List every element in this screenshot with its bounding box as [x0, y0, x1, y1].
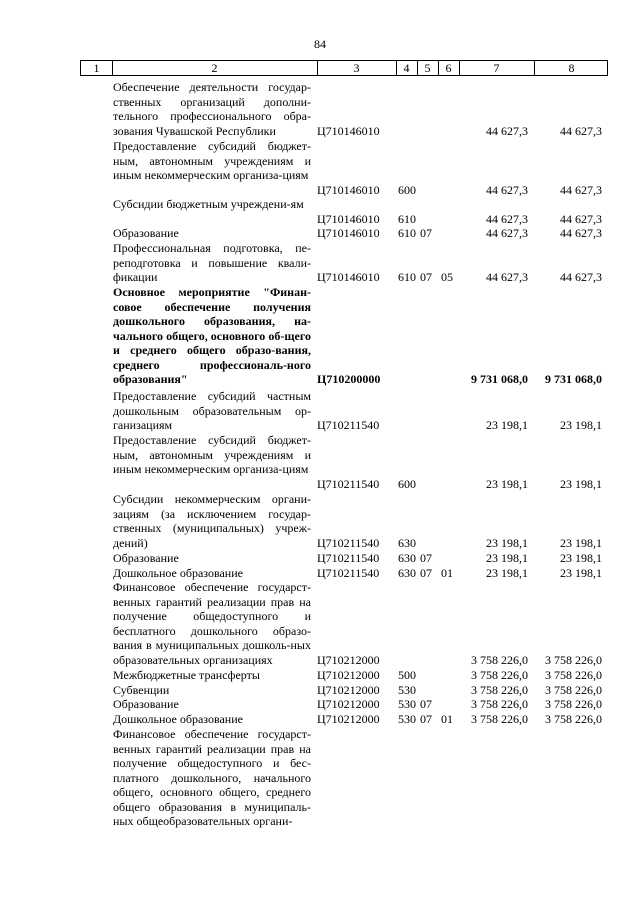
- row-name: Финансовое обеспечение государст-венных гарантий реализации прав на получение общедоступного и бесплатного дошкольного образо-вания в муниципальных дошколь-ных образовательных организациях: [113, 580, 311, 667]
- row-v7: 23 198,1: [486, 566, 528, 580]
- row-v8: 23 198,1: [560, 476, 602, 491]
- row-code: Ц710211540: [317, 551, 380, 565]
- row-v7: 3 758 226,0: [471, 712, 528, 726]
- table-row: [0, 433, 640, 491]
- row-v8: 44 627,3: [560, 182, 602, 197]
- row-v7: 23 198,1: [486, 418, 528, 432]
- row-code: Ц710146010: [317, 226, 380, 240]
- table-header: [80, 60, 608, 76]
- row-name: Предоставление субсидий бюджет-ным, автономным учреждениям и иным некоммерческим организа-циям: [113, 139, 311, 182]
- table-row: [0, 197, 640, 226]
- row-vr: 530: [398, 712, 416, 726]
- row-v7: 3 758 226,0: [471, 683, 528, 697]
- row-pr: 05: [441, 270, 453, 284]
- row-name: Финансовое обеспечение государст-венных гарантий реализации прав на получение общедоступного и бес-платного дошкольного, начального общего, основного общего, среднего общего образования в муниципаль-ных общеобразовательных органи-: [113, 727, 311, 828]
- row-vr: 630: [398, 551, 416, 565]
- row-v7: 23 198,1: [486, 535, 528, 550]
- table-row: [0, 580, 640, 667]
- row-name: Образование: [113, 697, 179, 711]
- table-row: [0, 241, 640, 285]
- row-name: Дошкольное образование: [113, 566, 243, 580]
- row-v7: 44 627,3: [486, 211, 528, 226]
- table-row: [0, 683, 640, 698]
- row-code: Ц710200000: [317, 372, 381, 386]
- row-name: Предоставление субсидий частным дошкольным образовательным ор-ганизациям: [113, 389, 311, 432]
- row-v8: 44 627,3: [560, 123, 602, 138]
- row-vr: 630: [398, 535, 416, 550]
- table-row: [0, 389, 640, 433]
- table-row: [0, 566, 640, 581]
- row-vr: 530: [398, 683, 416, 697]
- row-rz: 07: [420, 566, 432, 580]
- row-v8: 3 758 226,0: [545, 697, 602, 711]
- row-code: Ц710146010: [317, 270, 380, 284]
- row-vr: 610: [398, 211, 416, 226]
- row-v7: 44 627,3: [486, 226, 528, 240]
- row-rz: 07: [420, 712, 432, 726]
- row-name: Межбюджетные трансферты: [113, 668, 260, 682]
- row-code: Ц710212000: [317, 697, 380, 711]
- row-v8: 9 731 068,0: [545, 372, 602, 386]
- row-code: Ц710212000: [317, 668, 380, 682]
- row-v7: 44 627,3: [486, 270, 528, 284]
- row-v8: 3 758 226,0: [545, 668, 602, 682]
- row-vr: 610: [398, 226, 416, 240]
- row-code: Ц710212000: [317, 712, 380, 726]
- row-v8: 44 627,3: [560, 270, 602, 284]
- row-name: Основное мероприятие "Финан-совое обеспечение получения дошкольного образования, на-чального общего, основного об-щего и среднего общего образо-вания, среднего профессиональ-ного образования": [113, 285, 311, 386]
- row-code: Ц710211540: [317, 566, 380, 580]
- row-name: Образование: [113, 551, 179, 565]
- row-vr: 600: [398, 476, 416, 491]
- header-col-2: 2: [211, 61, 218, 75]
- row-v7: 44 627,3: [486, 123, 528, 138]
- row-v8: 23 198,1: [560, 535, 602, 550]
- row-v8: 3 758 226,0: [545, 683, 602, 697]
- row-v8: 44 627,3: [560, 211, 602, 226]
- table-row: [0, 226, 640, 241]
- row-v8: 44 627,3: [560, 226, 602, 240]
- row-code: Ц710212000: [317, 652, 380, 667]
- row-v8: 3 758 226,0: [545, 712, 602, 726]
- row-v7: 23 198,1: [486, 476, 528, 491]
- row-vr: 530: [398, 697, 416, 711]
- row-pr: 01: [441, 712, 453, 726]
- row-code: Ц710146010: [317, 182, 380, 197]
- row-code: Ц710146010: [317, 123, 380, 138]
- row-v7: 3 758 226,0: [471, 668, 528, 682]
- row-name: Обеспечение деятельности государ-ственных организаций дополни-тельного профессионального обра-зования Чувашской Республики: [113, 80, 311, 138]
- row-code: Ц710211540: [317, 476, 380, 491]
- header-col-3: 3: [353, 61, 360, 75]
- row-rz: 07: [420, 226, 432, 240]
- row-name: Профессиональная подготовка, пе-реподготовка и повышение квали-фикации: [113, 241, 311, 284]
- row-v7: 3 758 226,0: [471, 697, 528, 711]
- row-name: Предоставление субсидий бюджет-ным, автономным учреждениям и иным некоммерческим организа-циям: [113, 433, 311, 476]
- row-rz: 07: [420, 697, 432, 711]
- table-row: [0, 139, 640, 197]
- table-row: [0, 285, 640, 387]
- row-v7: 44 627,3: [486, 182, 528, 197]
- page-number: 84: [314, 37, 326, 51]
- row-v7: 9 731 068,0: [471, 372, 528, 386]
- row-vr: 610: [398, 270, 416, 284]
- table-row: [0, 727, 640, 829]
- row-vr: 500: [398, 668, 416, 682]
- row-v7: 3 758 226,0: [471, 652, 528, 667]
- header-col-8: 8: [568, 61, 575, 75]
- table-row: [0, 697, 640, 712]
- row-v8: 3 758 226,0: [545, 652, 602, 667]
- row-vr: 630: [398, 566, 416, 580]
- row-v8: 23 198,1: [560, 418, 602, 432]
- row-code: Ц710212000: [317, 683, 380, 697]
- header-col-5: 5: [424, 61, 431, 75]
- header-col-4: 4: [403, 61, 410, 75]
- row-pr: 01: [441, 566, 453, 580]
- row-rz: 07: [420, 270, 432, 284]
- row-name: Дошкольное образование: [113, 712, 243, 726]
- header-col-6: 6: [445, 61, 452, 75]
- row-v8: 23 198,1: [560, 566, 602, 580]
- row-code: Ц710146010: [317, 211, 380, 226]
- row-name: Субвенции: [113, 683, 170, 697]
- table-row: [0, 668, 640, 683]
- row-code: Ц710211540: [317, 418, 380, 432]
- row-v7: 23 198,1: [486, 551, 528, 565]
- row-vr: 600: [398, 182, 416, 197]
- header-col-1: 1: [93, 61, 100, 75]
- table-row: [0, 551, 640, 566]
- table-row: [0, 712, 640, 727]
- row-name: Субсидии бюджетным учреждени-ям: [113, 197, 304, 211]
- row-rz: 07: [420, 551, 432, 565]
- table-row: [0, 80, 640, 138]
- row-code: Ц710211540: [317, 535, 380, 550]
- row-name: Субсидии некоммерческим органи-зациям (за исключением государ-ственных (муниципальных) учреж-дений): [113, 492, 311, 550]
- row-v8: 23 198,1: [560, 551, 602, 565]
- row-name: Образование: [113, 226, 179, 240]
- table-row: [0, 492, 640, 550]
- header-col-7: 7: [493, 61, 500, 75]
